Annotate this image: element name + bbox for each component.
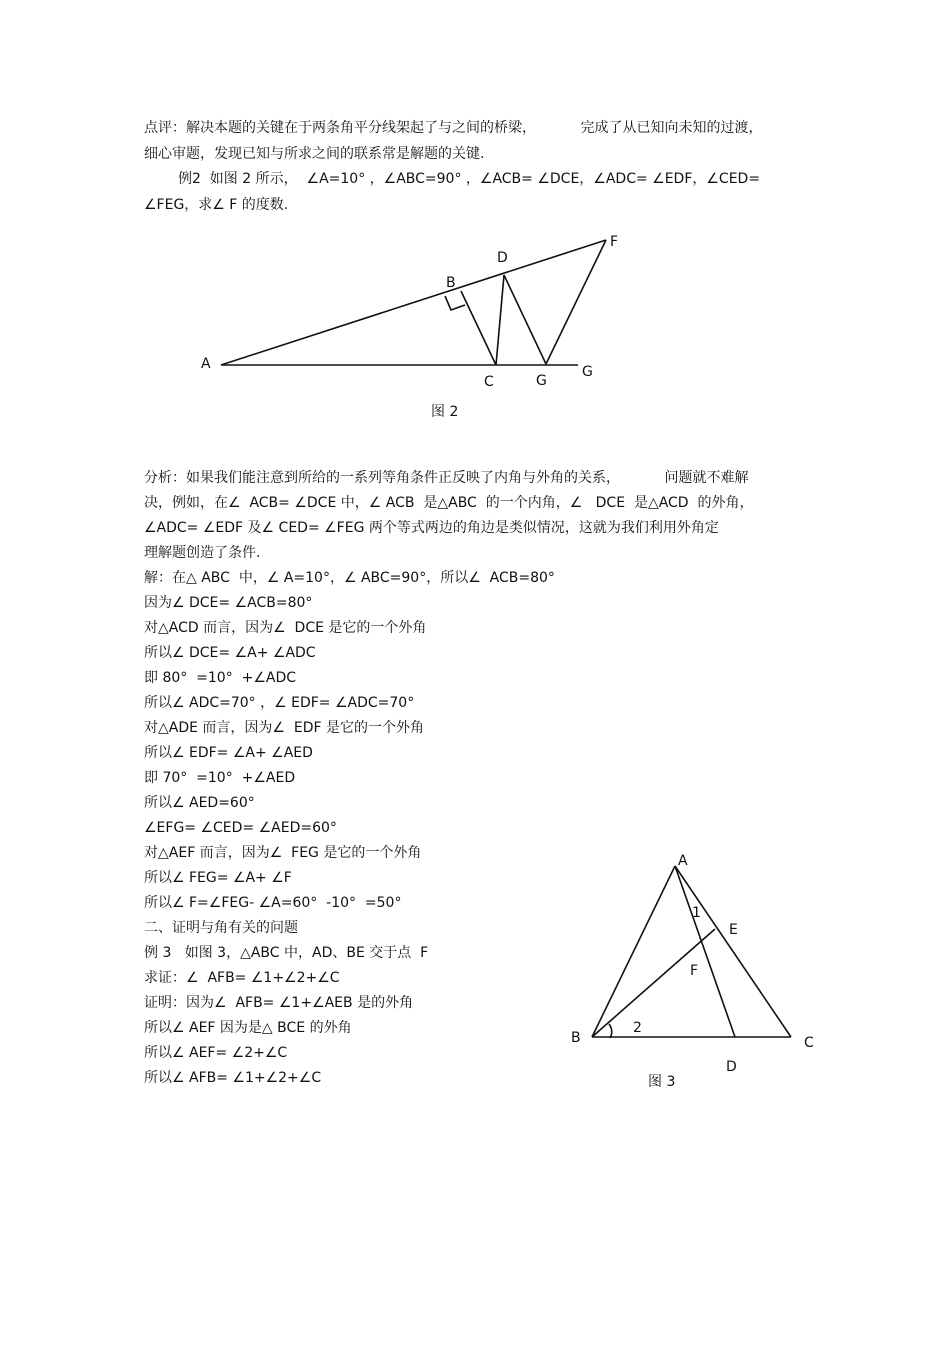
proof-line: 所以∠ AEF= ∠2+∠C <box>144 1045 288 1061</box>
solution-line: 即 70° =10° +∠AED <box>144 770 296 786</box>
section2-heading: 二、证明与角有关的问题 <box>144 920 298 936</box>
comment-line-1: 点评：解决本题的关键在于两条角平分线架起了与之间的桥梁， 完成了从已知向未知的过渡， <box>144 120 763 136</box>
fig2-label-F: F <box>610 234 619 250</box>
fig2-label-B: B <box>446 275 456 291</box>
fig2-label-C: C <box>484 374 494 390</box>
fig3-label-A: A <box>678 853 688 869</box>
solution-line: 所以∠ DCE= ∠A+ ∠ADC <box>144 645 316 661</box>
analysis-line-3: ∠ADC= ∠EDF 及∠ CED= ∠FEG 两个等式两边的角边是类似情况，这就为我们利用外角定 <box>144 520 719 536</box>
fig2-label-A: A <box>201 356 211 372</box>
fig3-line-AD <box>675 866 735 1037</box>
fig3-label-C: C <box>804 1035 814 1051</box>
fig3-angle-2-arc <box>609 1024 612 1038</box>
fig3-line-AC <box>675 866 791 1037</box>
figure3-caption: 图 3 <box>648 1074 676 1090</box>
solution-line: 所以∠ FEG= ∠A+ ∠F <box>144 870 292 886</box>
fig3-label-angle-2: 2 <box>633 1020 642 1036</box>
example3-prove: 求证：∠ AFB= ∠1+∠2+∠C <box>144 970 340 986</box>
fig2-label-D: D <box>497 250 508 266</box>
fig3-line-AB <box>592 866 675 1037</box>
solution-line: ∠EFG= ∠CED= ∠AED=60° <box>144 820 337 836</box>
proof-line: 所以∠ AEF 因为是△ BCE 的外角 <box>144 1020 352 1036</box>
fig2-label-G-right: G <box>582 364 593 380</box>
fig3-line-BE <box>592 929 715 1037</box>
example3-statement: 例 3 如图 3，△ABC 中，AD、BE 交于点 F <box>144 945 429 961</box>
fig3-label-F: F <box>690 963 699 979</box>
analysis-line-1: 分析：如果我们能注意到所给的一系列等角条件正反映了内角与外角的关系， 问题就不难解 <box>144 470 749 486</box>
comment-line-2: 细心审题，发现已知与所求之间的联系常是解题的关键. <box>144 146 485 162</box>
fig3-label-E: E <box>729 922 738 938</box>
solution-line: 所以∠ ADC=70° ，∠ EDF= ∠ADC=70° <box>144 695 415 711</box>
solution-line: 所以∠ F=∠FEG- ∠A=60° -10° =50° <box>144 895 402 911</box>
fig3-label-angle-1: 1 <box>692 905 701 921</box>
analysis-line-2: 决，例如，在∠ ACB= ∠DCE 中，∠ ACB 是△ABC 的一个内角，∠ DCE 是△ACD 的外角， <box>144 495 754 511</box>
analysis-line-4: 理解题创造了条件. <box>144 545 261 561</box>
fig3-label-B: B <box>571 1030 581 1046</box>
figure2-caption: 图 2 <box>431 404 459 420</box>
fig3-label-D: D <box>726 1059 737 1075</box>
solution-line: 对△AEF 而言，因为∠ FEG 是它的一个外角 <box>144 845 422 861</box>
solution-line: 所以∠ AED=60° <box>144 795 255 811</box>
solution-line: 对△ACD 而言，因为∠ DCE 是它的一个外角 <box>144 620 427 636</box>
solution-line: 因为∠ DCE= ∠ACB=80° <box>144 595 313 611</box>
solution-line: 所以∠ EDF= ∠A+ ∠AED <box>144 745 313 761</box>
fig2-label-G-lower: G <box>536 373 547 389</box>
example2-line-1: 例2 如图 2 所示， ∠A=10° ，∠ABC=90° ，∠ACB= ∠DCE，∠ADC= ∠EDF，∠CED= <box>178 171 761 187</box>
example2-line-2: ∠FEG，求∠ F 的度数. <box>144 197 289 213</box>
solution-line: 对△ADE 而言，因为∠ EDF 是它的一个外角 <box>144 720 424 736</box>
proof-line: 所以∠ AFB= ∠1+∠2+∠C <box>144 1070 322 1086</box>
solution-line: 解：在△ ABC 中，∠ A=10°，∠ ABC=90°，所以∠ ACB=80° <box>144 570 555 586</box>
solution-line: 即 80° =10° +∠ADC <box>144 670 297 686</box>
proof-line: 证明：因为∠ AFB= ∠1+∠AEB 是的外角 <box>144 995 414 1011</box>
